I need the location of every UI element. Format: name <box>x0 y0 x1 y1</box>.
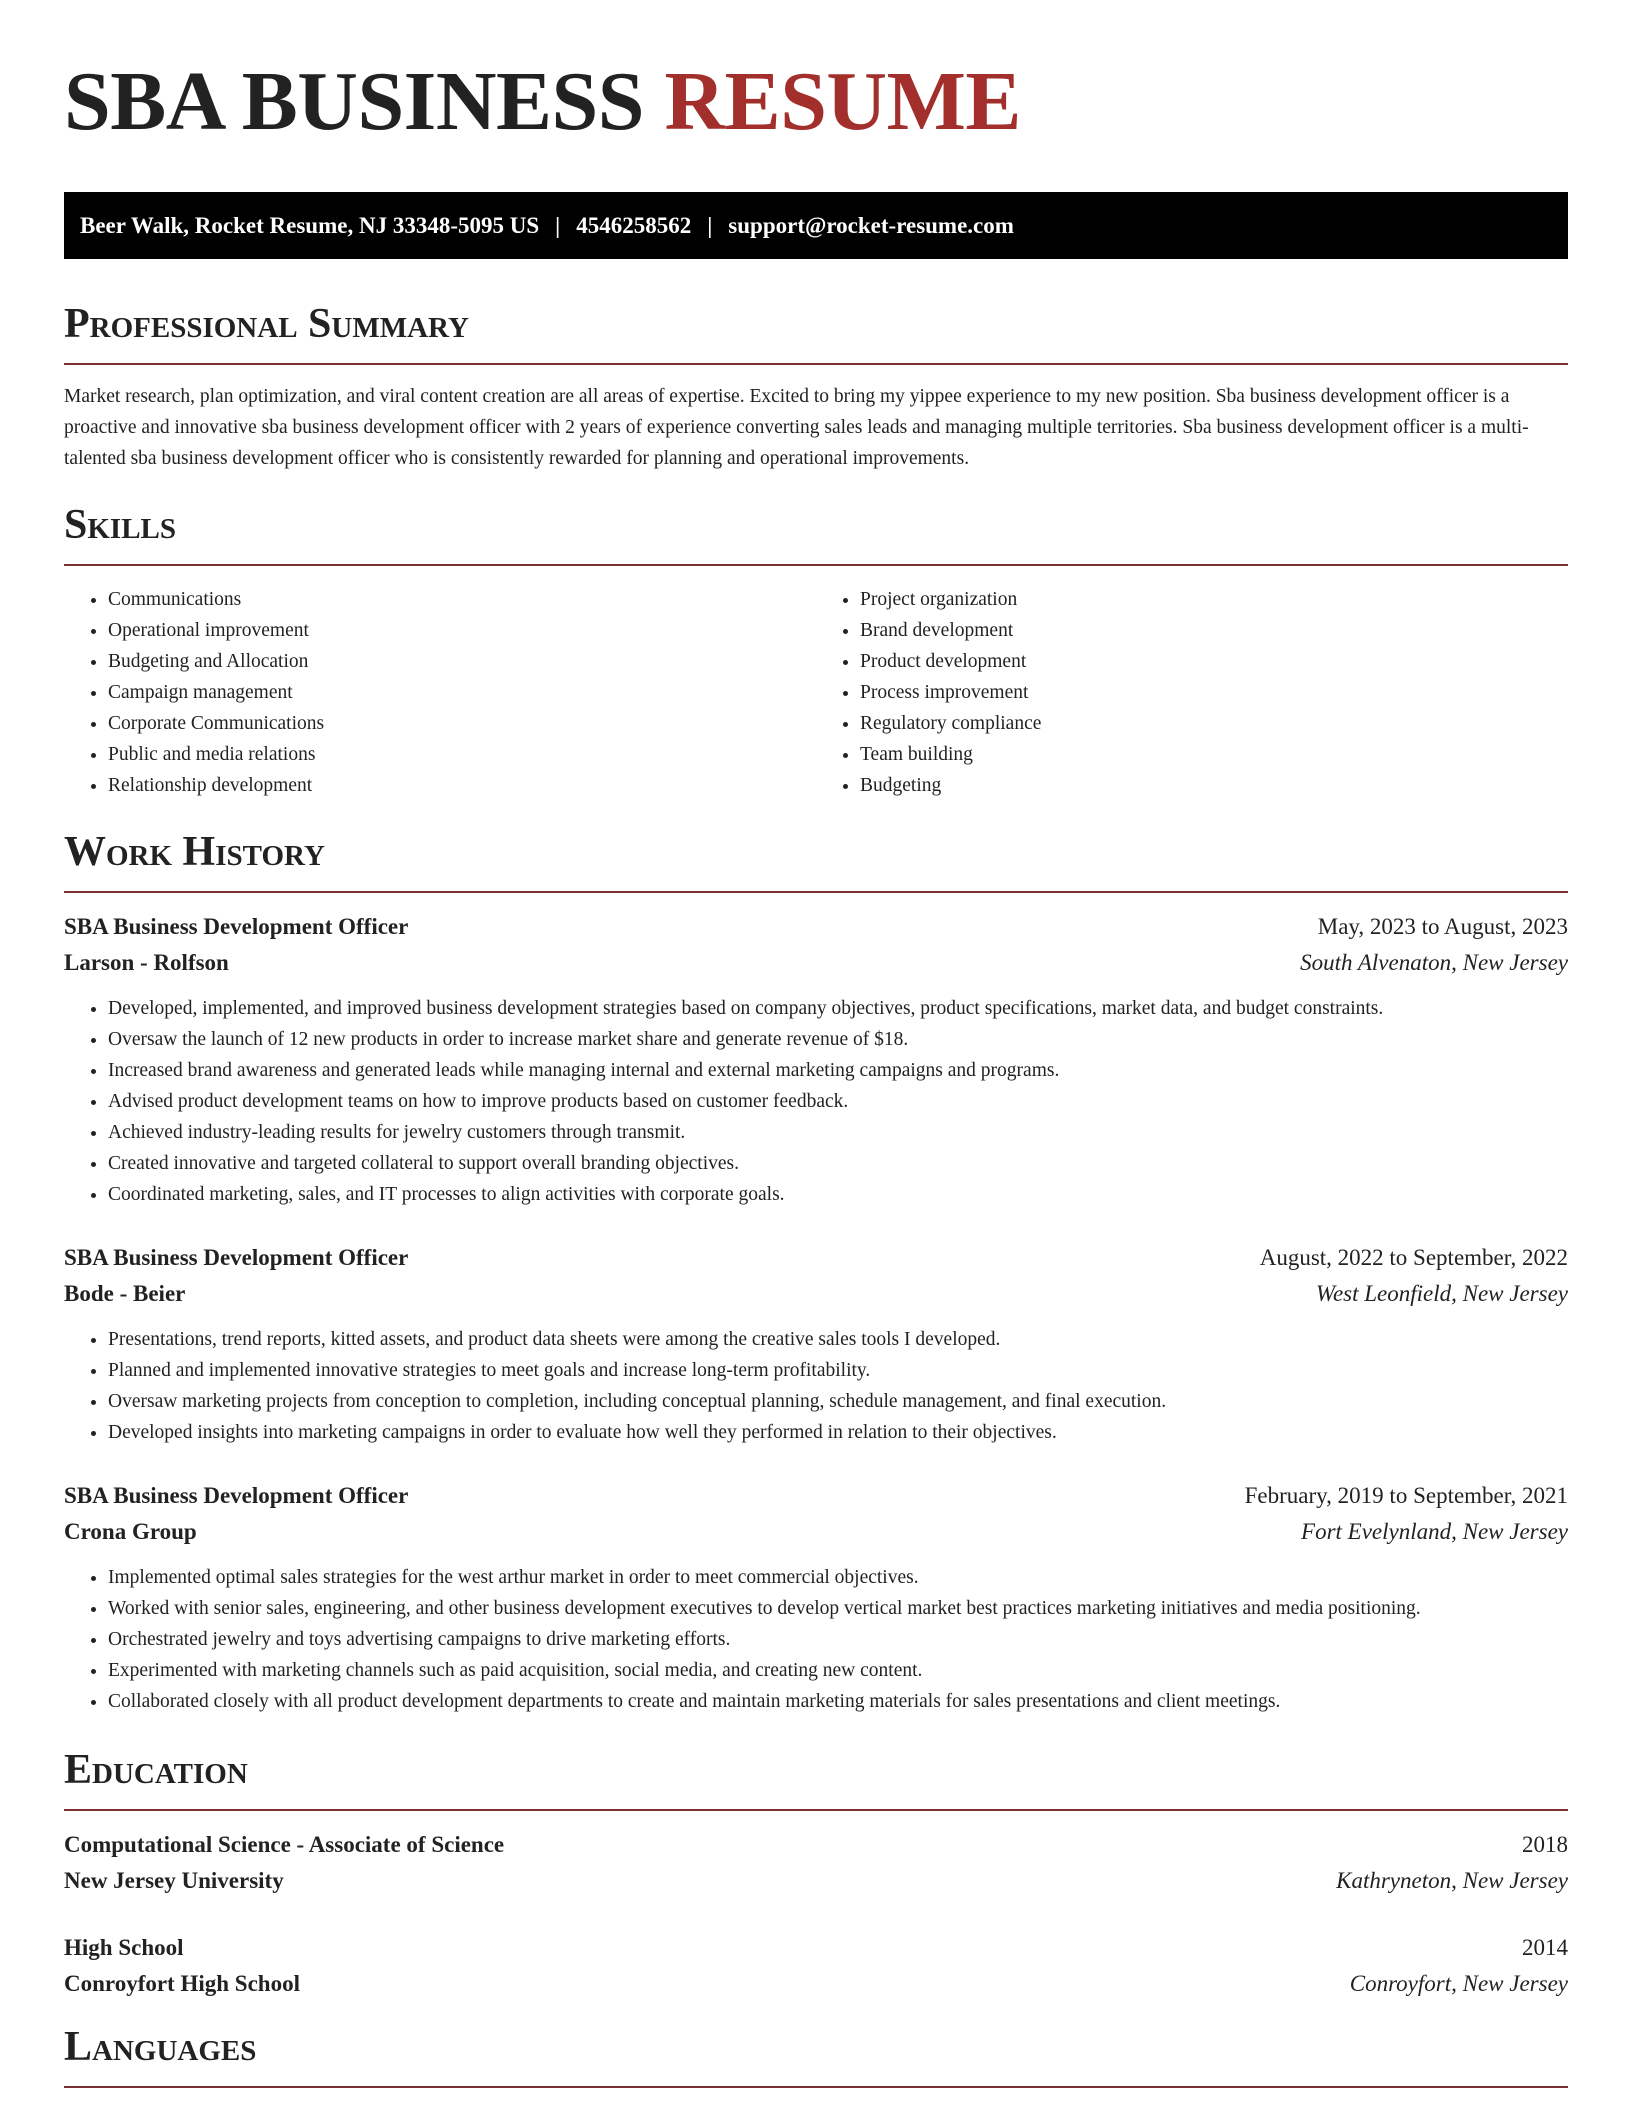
skills-heading: Skills <box>64 500 1568 566</box>
job-bullet: • Planned and implemented innovative strategies to meet goals and increase long-term profitability. <box>108 1355 1568 1386</box>
job-entry <box>64 1478 1568 1717</box>
skills-list <box>64 584 1568 801</box>
job-bullets <box>64 993 1568 1210</box>
education-school: Conroyfort High School <box>64 1971 300 1996</box>
education-year: 2014 <box>1522 1935 1568 1960</box>
resume-title <box>64 52 1568 152</box>
job-dates: May, 2023 to August, 2023 <box>1317 914 1568 939</box>
job-bullet: • Increased brand awareness and generated leads while managing internal and external marketing campaigns and programs. <box>108 1055 1568 1086</box>
education-school-row <box>64 1863 1568 1899</box>
job-bullet: • Oversaw the launch of 12 new products in order to increase market share and generate revenue of $18. <box>108 1024 1568 1055</box>
skill-item: • Budgeting and Allocation <box>108 646 816 677</box>
skills-column-left <box>64 584 816 801</box>
job-title: SBA Business Development Officer <box>64 1245 409 1270</box>
skill-item: • Relationship development <box>108 770 816 801</box>
job-bullet: • Developed insights into marketing campaigns in order to evaluate how well they performed in relation to their objectives. <box>108 1417 1568 1448</box>
job-bullets <box>64 1562 1568 1717</box>
skill-item: • Corporate Communications <box>108 708 816 739</box>
skills-section <box>64 500 1568 801</box>
job-bullet: • Orchestrated jewelry and toys advertising campaigns to drive marketing efforts. <box>108 1624 1568 1655</box>
education-degree-row <box>64 1827 1568 1863</box>
skill-item: • Regulatory compliance <box>860 708 1568 739</box>
education-degree: High School <box>64 1935 184 1960</box>
education-school: New Jersey University <box>64 1868 284 1893</box>
contact-bar <box>64 192 1568 259</box>
languages-section <box>64 2022 1568 2088</box>
contact-separator: | <box>707 212 713 238</box>
contact-address: Beer Walk, Rocket Resume, NJ 33348-5095 US <box>80 212 540 238</box>
skill-item: • Budgeting <box>860 770 1568 801</box>
job-bullet: • Experimented with marketing channels such as paid acquisition, social media, and creating new content. <box>108 1655 1568 1686</box>
job-header-row <box>64 1240 1568 1276</box>
job-company-row <box>64 945 1568 981</box>
job-bullet: • Implemented optimal sales strategies for the west arthur market in order to meet commercial objectives. <box>108 1562 1568 1593</box>
summary-heading: Professional Summary <box>64 299 1568 365</box>
skill-item: • Team building <box>860 739 1568 770</box>
education-year: 2018 <box>1522 1832 1568 1857</box>
job-bullet: • Advised product development teams on how to improve products based on customer feedback. <box>108 1086 1568 1117</box>
job-header-row <box>64 1478 1568 1514</box>
work-history-heading: Work History <box>64 827 1568 893</box>
skills-column-right <box>816 584 1568 801</box>
education-location: Kathryneton, New Jersey <box>1336 1868 1568 1893</box>
skill-item: • Process improvement <box>860 677 1568 708</box>
skill-item: • Communications <box>108 584 816 615</box>
job-bullet: • Developed, implemented, and improved business development strategies based on company objectives, product specifications, market data, and budget constraints. <box>108 993 1568 1024</box>
job-location: South Alvenaton, New Jersey <box>1300 950 1568 975</box>
job-title: SBA Business Development Officer <box>64 1483 409 1508</box>
work-history-section <box>64 827 1568 1717</box>
job-dates: August, 2022 to September, 2022 <box>1259 1245 1568 1270</box>
job-entry <box>64 1240 1568 1448</box>
skill-item: • Public and media relations <box>108 739 816 770</box>
education-degree-row <box>64 1930 1568 1966</box>
job-header-row <box>64 909 1568 945</box>
education-section <box>64 1745 1568 2002</box>
skill-item: • Brand development <box>860 615 1568 646</box>
summary-text: Market research, plan optimization, and viral content creation are all areas of expertise. Excited to bring my yippee experience to my new position. Sba business development officer is a proactive and innovative sba business development officer with 2 years of experience converting sales leads and managing multiple territories. Sba business development officer is a multi-talented sba business development officer who is consistently rewarded for planning and operational improvements. <box>64 386 1529 469</box>
job-company-row <box>64 1514 1568 1550</box>
education-entry <box>64 1827 1568 1899</box>
skill-item: • Product development <box>860 646 1568 677</box>
skill-item: • Project organization <box>860 584 1568 615</box>
job-bullet: • Presentations, trend reports, kitted assets, and product data sheets were among the creative sales tools I developed. <box>108 1324 1568 1355</box>
job-company: Larson - Rolfson <box>64 950 229 975</box>
job-location: West Leonfield, New Jersey <box>1315 1281 1568 1306</box>
title-part-2: RESUME <box>664 55 1021 148</box>
job-location: Fort Evelynland, New Jersey <box>1301 1519 1568 1544</box>
education-entry <box>64 1930 1568 2002</box>
job-bullet: • Created innovative and targeted collateral to support overall branding objectives. <box>108 1148 1568 1179</box>
job-bullet: • Achieved industry-leading results for jewelry customers through transmit. <box>108 1117 1568 1148</box>
summary-section <box>64 299 1568 474</box>
job-bullet: • Worked with senior sales, engineering, and other business development executives to develop vertical market best practices marketing initiatives and media positioning. <box>108 1593 1568 1624</box>
education-degree: Computational Science - Associate of Science <box>64 1832 505 1857</box>
job-company: Crona Group <box>64 1519 197 1544</box>
job-bullet: • Oversaw marketing projects from conception to completion, including conceptual planning, schedule management, and final execution. <box>108 1386 1568 1417</box>
skill-item: • Campaign management <box>108 677 816 708</box>
skill-item: • Operational improvement <box>108 615 816 646</box>
job-bullet: • Collaborated closely with all product development departments to create and maintain marketing materials for sales presentations and client meetings. <box>108 1686 1568 1717</box>
education-heading: Education <box>64 1745 1568 1811</box>
contact-phone: 4546258562 <box>576 212 692 238</box>
job-company-row <box>64 1276 1568 1312</box>
job-company: Bode - Beier <box>64 1281 186 1306</box>
education-location: Conroyfort, New Jersey <box>1349 1971 1568 1996</box>
job-dates: February, 2019 to September, 2021 <box>1244 1483 1568 1508</box>
contact-separator: | <box>555 212 561 238</box>
languages-heading: Languages <box>64 2022 1568 2088</box>
education-school-row <box>64 1966 1568 2002</box>
job-bullets <box>64 1324 1568 1448</box>
job-title: SBA Business Development Officer <box>64 914 409 939</box>
job-entry <box>64 909 1568 1210</box>
job-bullet: • Coordinated marketing, sales, and IT processes to align activities with corporate goals. <box>108 1179 1568 1210</box>
contact-email: support@rocket-resume.com <box>728 212 1014 238</box>
title-part-1: SBA BUSINESS <box>64 55 665 148</box>
